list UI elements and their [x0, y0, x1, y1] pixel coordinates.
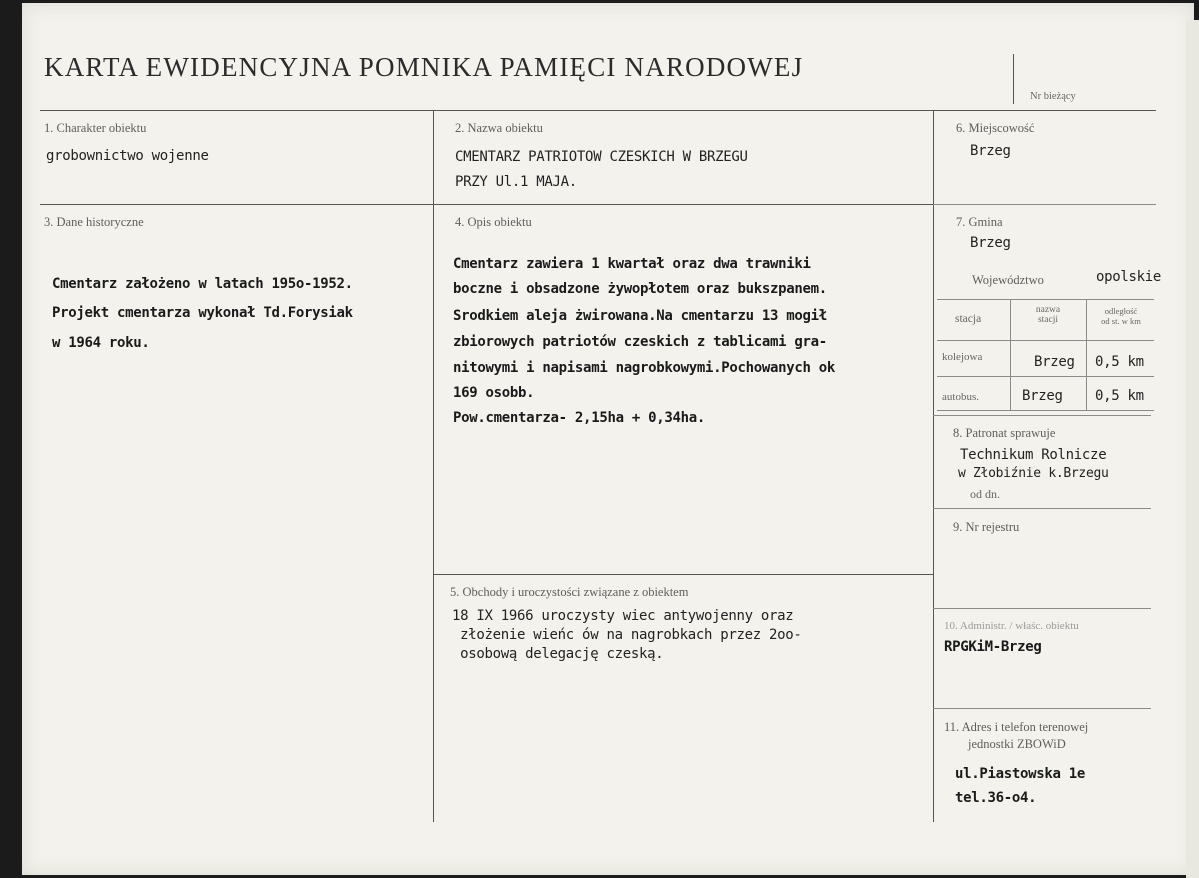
field-3-line-2: Projekt cmentarza wykonał Td.Forysiak — [52, 305, 353, 321]
right-line-6-7 — [933, 204, 1156, 205]
field-11-label-line-2: jednostki ZBOWiD — [968, 737, 1066, 751]
field-4-line-2: boczne i obsadzone żywopłotem oraz bukszpanem. — [453, 281, 827, 297]
station-table-col1 — [1010, 299, 1011, 410]
field-2-line-1: CMENTARZ PATRIOTOW CZESKICH W BRZEGU — [455, 149, 748, 165]
right-line-8-9 — [933, 508, 1151, 509]
field-3-line-1: Cmentarz założeno w latach 195o-1952. — [52, 276, 353, 292]
field-4-line-7: Pow.cmentarza- 2,15ha + 0,34ha. — [453, 410, 705, 426]
field-10-value: RPGKiM-Brzeg — [944, 639, 1042, 655]
grid-col1-divider — [433, 110, 434, 822]
field-1-label: 1. Charakter obiektu — [44, 121, 147, 135]
field-3-line-3: w 1964 roku. — [52, 335, 150, 351]
field-4-line-5: nitowymi i napisami nagrobkowymi.Pochowanych ok — [453, 360, 836, 376]
field-8-line-2: w Złobiźnie k.Brzegu — [958, 466, 1109, 481]
station-table-top — [937, 299, 1154, 300]
right-line-9-10 — [933, 608, 1151, 609]
field-8-label: 8. Patronat sprawuje — [953, 426, 1056, 440]
station-row-2-name: Brzeg — [1022, 388, 1063, 404]
station-table-head-odleglosc: odległość od st. w km — [1101, 306, 1141, 326]
grid-line-top — [40, 110, 1156, 111]
grid-line-row2 — [40, 204, 935, 205]
field-8-line-1: Technikum Rolnicze — [960, 447, 1107, 463]
field-5-line-2: złożenie wieńc ów na nagrobkach przez 2oo- — [452, 627, 802, 643]
station-row-1-name: Brzeg — [1034, 354, 1075, 370]
station-row-1-type: kolejowa — [942, 351, 983, 363]
station-table-head-nazwa: nazwa stacji — [1035, 305, 1061, 325]
field-5-label: 5. Obchody i uroczystości związane z obiektem — [450, 585, 689, 599]
station-row-2-type: autobus. — [942, 391, 979, 403]
wojewodztwo-label: Województwo — [972, 273, 1044, 287]
station-row-2-distance: 0,5 km — [1095, 388, 1144, 404]
grid-line-row5 — [433, 574, 933, 575]
nr-biezacy-label: Nr bieżący — [1030, 91, 1076, 102]
station-table-col2 — [1086, 299, 1087, 410]
field-8-od-label: od dn. — [970, 487, 1000, 501]
station-row-1-distance: 0,5 km — [1095, 354, 1144, 370]
title-divider — [1013, 54, 1014, 104]
station-table-head-stacja: stacja — [955, 313, 982, 325]
station-table-row1-bottom — [937, 376, 1154, 377]
field-5-line-1: 18 IX 1966 uroczysty wiec antywojenny oraz — [452, 608, 794, 624]
field-2-line-2: PRZY Ul.1 MAJA. — [455, 174, 577, 190]
wojewodztwo-value: opolskie — [1096, 269, 1162, 285]
field-10-label: 10. Administr. / właśc. obiektu — [944, 620, 1079, 632]
grid-col2-divider — [933, 110, 934, 822]
field-11-line-1: ul.Piastowska 1e — [955, 766, 1086, 782]
field-4-line-1: Cmentarz zawiera 1 kwartał oraz dwa trawniki — [453, 256, 811, 272]
field-3-label: 3. Dane historyczne — [44, 215, 144, 229]
field-5-line-3: osobową delegację czeską. — [452, 646, 664, 662]
right-line-7-8 — [933, 415, 1151, 416]
station-table-bottom — [937, 410, 1154, 411]
field-11-line-2: tel.36-o4. — [955, 790, 1037, 806]
field-1-value: grobownictwo wojenne — [46, 148, 209, 164]
field-6-label: 6. Miejscowość — [956, 121, 1035, 135]
field-7-label: 7. Gmina — [956, 215, 1003, 229]
card-title: KARTA EWIDENCYJNA POMNIKA PAMIĘCI NARODOWEJ — [44, 52, 804, 82]
right-line-10-11 — [933, 708, 1151, 709]
field-2-label: 2. Nazwa obiektu — [455, 121, 543, 135]
field-7-value: Brzeg — [970, 235, 1011, 251]
field-11-label-line-1: 11. Adres i telefon terenowej — [944, 720, 1089, 734]
field-4-line-6: 169 osobb. — [453, 385, 535, 401]
card-edge — [1186, 20, 1199, 878]
field-4-line-3: Srodkiem aleja żwirowana.Na cmentarzu 13 mogił — [453, 308, 827, 324]
field-6-value: Brzeg — [970, 143, 1011, 159]
field-4-label: 4. Opis obiektu — [455, 215, 532, 229]
field-4-line-4: zbiorowych patriotów czeskich z tablicami gra- — [453, 334, 827, 350]
field-9-label: 9. Nr rejestru — [953, 520, 1020, 534]
station-table-head-bottom — [937, 340, 1154, 341]
